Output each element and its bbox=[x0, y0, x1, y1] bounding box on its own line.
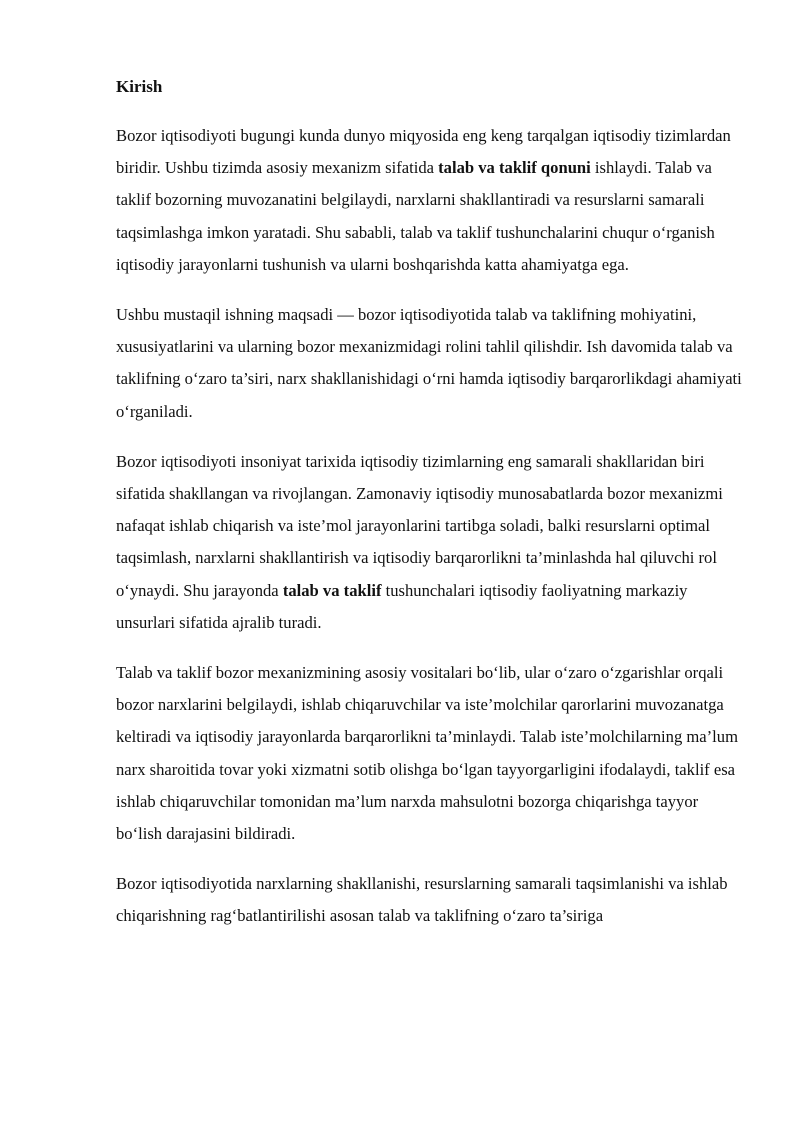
section-heading: Kirish bbox=[116, 77, 163, 96]
paragraph-text: Ushbu mustaqil ishning maqsadi — bozor iqtisodiyotida talab va taklifning mohiyatini, xususiyatlarini va ularning bozor mexanizmidagi rolini tahlil qilishdir. Ish davomida talab va taklifning o‘zaro ta’siri, narx shakllanishidagi o‘rni hamda iqtisodiy barqarorlikdagi ahamiyati o‘rganiladi. bbox=[116, 305, 742, 421]
paragraph-2 bbox=[116, 299, 744, 428]
paragraph-5 bbox=[116, 868, 744, 932]
paragraph-text: Bozor iqtisodiyotida narxlarning shakllanishi, resurslarning samarali taqsimlanishi va ishlab chiqarishning rag‘batlantirilishi asosan talab va taklifning o‘zaro ta’siriga bbox=[116, 874, 728, 926]
paragraph-text: Talab va taklif bozor mexanizmining asosiy vositalari bo‘lib, ular o‘zaro o‘zgarishlar orqali bozor narxlarini belgilaydi, ishlab chiqaruvchilar va iste’molchilar qarorlarini muvozanatga keltiradi va iqtisodiy jarayonlarda barqarorlikni ta’minlaydi. Talab iste’molchilarning ma’lum narx sharoitida tovar yoki xizmatni sotib olishga bo‘lgan tayyorgarligini ifodalaydi, taklif esa ishlab chiqaruvchilar tomonidan ma’lum narxda mahsulotni bozorga chiqarishga tayyor bo‘lish darajasini bildiradi. bbox=[116, 663, 738, 844]
paragraph-text: Bozor iqtisodiyoti insoniyat tarixida iqtisodiy tizimlarning eng samarali shakllaridan biri sifatida shakllangan va rivojlangan. Zamonaviy iqtisodiy munosabatlarda bozor mexanizmi nafaqat ishlab chiqarish va iste’mol jarayonlarini tartibga soladi, balki resurslarni optimal taqsimlash, narxlarni shakllantirish va iqtisodiy barqarorlikni ta’minlashda hal qiluvchi rol o‘ynaydi. Shu jarayonda bbox=[116, 451, 723, 600]
paragraph-1 bbox=[116, 120, 744, 281]
paragraph-4 bbox=[116, 657, 744, 850]
paragraph-text: ishlaydi. Talab va taklif bozorning muvozanatini belgilaydi, narxlarni shakllantiradi va resurslarni samarali taqsimlashga imkon yaratadi. Shu sababli, talab va taklif tushunchalarini chuqur o‘rganish iqtisodiy jarayonlarni tushunish va ularni boshqarishda katta ahamiyatga ega. bbox=[116, 158, 715, 274]
paragraph-text: tushunchalari iqtisodiy faoliyatning markaziy unsurlari sifatida ajralib turadi. bbox=[116, 580, 688, 632]
paragraph-3 bbox=[116, 446, 744, 639]
bold-term: talab va taklif bbox=[282, 580, 382, 600]
paragraph-text: Bozor iqtisodiyoti bugungi kunda dunyo miqyosida eng keng tarqalgan iqtisodiy tizimlardan biridir. Ushbu tizimda asosiy mexanizm sifatida bbox=[116, 126, 731, 178]
document-page bbox=[116, 74, 744, 951]
bold-term: talab va taklif qonuni bbox=[438, 158, 591, 178]
